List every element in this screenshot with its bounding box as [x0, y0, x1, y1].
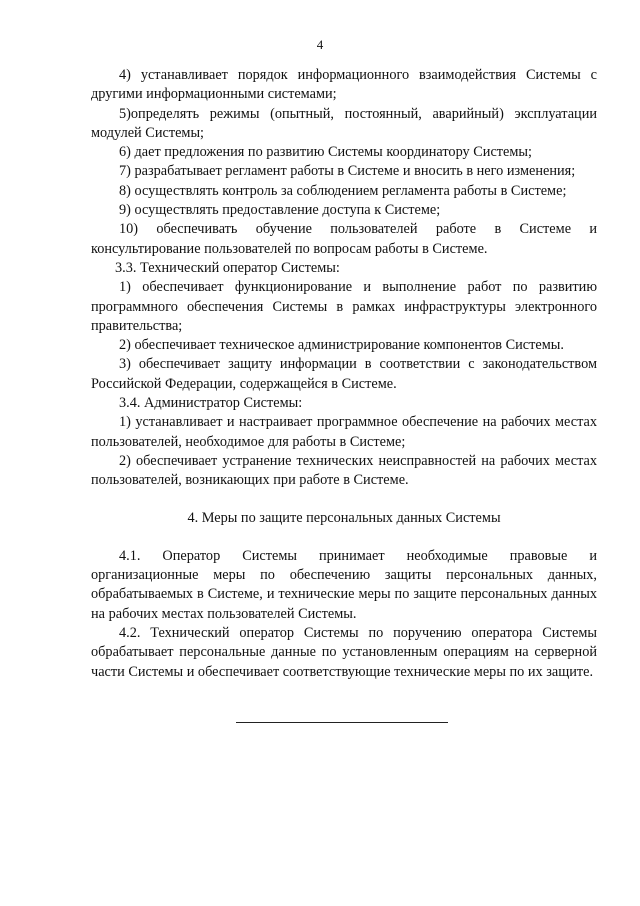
paragraph-3-4-item-1: 1) устанавливает и настраивает программное обеспечение на рабочих местах пользователей, необходимое для работы в Системе;: [91, 414, 597, 450]
paragraph-4-1: 4.1. Оператор Системы принимает необходимые правовые и организационные меры по обеспечению защиты персональных данных, обрабатываемых в Системе, и технические меры по защите персональных данных на рабочих местах пользователей Системы.: [91, 547, 597, 622]
paragraph-item-10: 10) обеспечивать обучение пользователей работе в Системе и консультирование пользователей по вопросам работы в Системе.: [91, 221, 597, 257]
paragraph-item-8: 8) осуществлять контроль за соблюдением регламента работы в Системе;: [119, 182, 567, 199]
paragraph-3-3-item-2: 2) обеспечивает техническое администрирование компонентов Системы.: [119, 337, 564, 354]
paragraph-item-6: 6) дает предложения по развитию Системы координатору Системы;: [119, 144, 533, 161]
paragraph-3-3-item-3: 3) обеспечивает защиту информации в соответствии с законодательством Российской Федерации, содержащейся в Системе.: [91, 356, 597, 392]
paragraph-item-7: 7) разрабатывает регламент работы в Системе и вносить в него изменения;: [119, 163, 576, 180]
closing-rule: [236, 722, 448, 723]
paragraph-3-3-heading: 3.3. Технический оператор Системы:: [115, 259, 340, 276]
paragraph-3-4-item-2: 2) обеспечивает устранение технических неисправностей на рабочих местах пользователей, возникающих при работе в Системе.: [91, 452, 597, 489]
document-body: [91, 66, 597, 682]
paragraph-item-9: 9) осуществлять предоставление доступа к Системе;: [119, 202, 441, 219]
paragraph-4-2: 4.2. Технический оператор Системы по поручению оператора Системы обрабатывает персональные данные по установленным операциям на серверной части Системы и обеспечивает соответствующие технические меры по их защите.: [91, 625, 597, 680]
paragraph-3-3-item-1: 1) обеспечивает функционирование и выполнение работ по развитию программного обеспечения Системы в рамках инфраструктуры электронного правительства;: [91, 279, 597, 334]
paragraph-3-4-heading: 3.4. Администратор Системы:: [119, 395, 303, 412]
section-heading: 4. Меры по защите персональных данных Системы: [187, 509, 501, 526]
page-number: 4: [316, 37, 324, 52]
paragraph-item-4: 4) устанавливает порядок информационного взаимодействия Системы с другими информационными системами;: [91, 67, 597, 103]
paragraph-item-5: 5)определять режимы (опытный, постоянный, аварийный) эксплуатации модулей Системы;: [91, 105, 597, 141]
